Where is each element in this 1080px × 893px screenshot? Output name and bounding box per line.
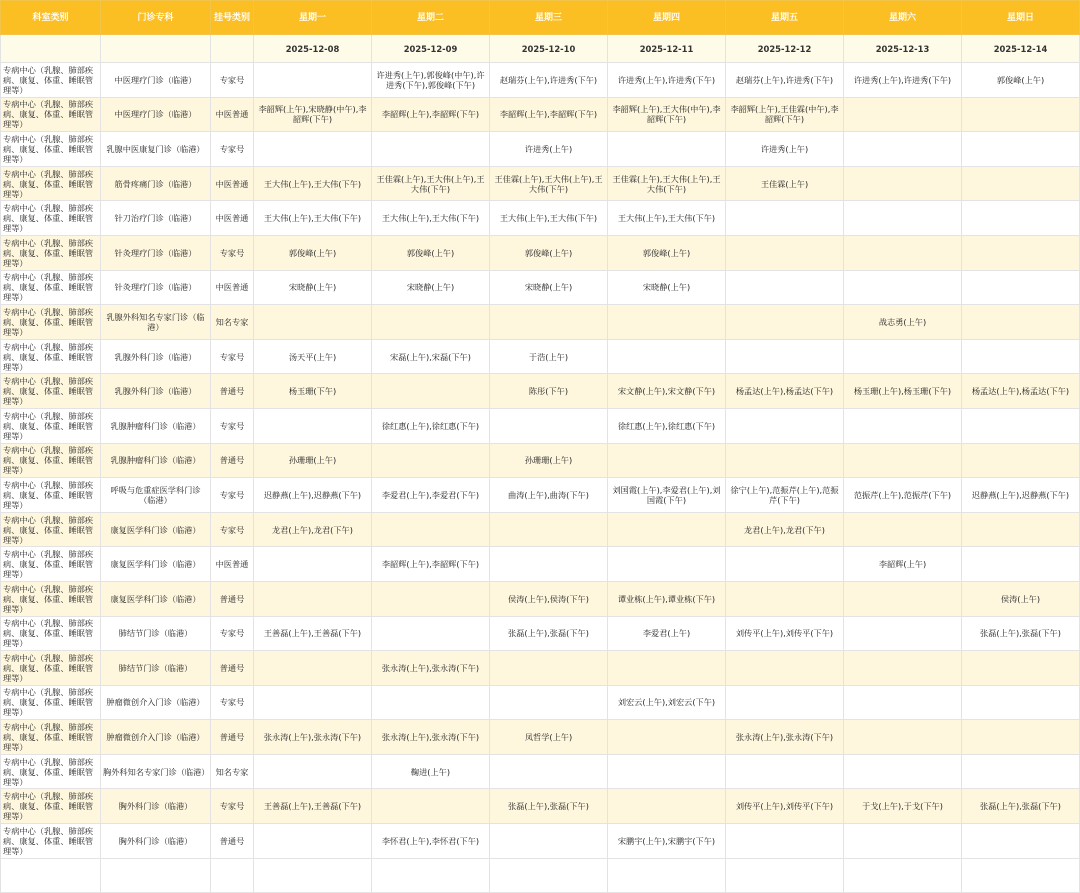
doctor-cell: 迟静燕(上午),迟静燕(下午) [254, 478, 372, 513]
doctor-cell [844, 824, 962, 859]
dept-cell: 专病中心（乳腺、肺部疾病、康复、体重、睡眠管理等） [1, 789, 101, 824]
doctor-cell [844, 512, 962, 547]
table-row [1, 97, 1080, 132]
doctor-cell [254, 63, 372, 98]
dept-cell: 专病中心（乳腺、肺部疾病、康复、体重、睡眠管理等） [1, 685, 101, 720]
reg-type-cell: 专家号 [211, 339, 254, 374]
dept-cell: 专病中心（乳腺、肺部疾病、康复、体重、睡眠管理等） [1, 166, 101, 201]
doctor-cell [844, 685, 962, 720]
clinic-cell: 肿瘤微创介入门诊（临港） [101, 720, 211, 755]
reg-type-cell: 专家号 [211, 789, 254, 824]
clinic-cell: 乳腺外科门诊（临港） [101, 339, 211, 374]
date-header-empty [1, 35, 101, 63]
empty-row [1, 858, 1080, 892]
doctor-cell [608, 547, 726, 582]
doctor-cell [490, 305, 608, 340]
reg-type-cell: 专家号 [211, 685, 254, 720]
doctor-cell [608, 651, 726, 686]
clinic-cell: 肿瘤微创介入门诊（临港） [101, 685, 211, 720]
doctor-cell: 王大伟(上午),王大伟(下午) [372, 201, 490, 236]
doctor-cell: 张磊(上午),张磊(下午) [962, 616, 1080, 651]
doctor-cell [844, 754, 962, 789]
doctor-cell [962, 754, 1080, 789]
date-header: 2025-12-13 [844, 35, 962, 63]
empty-cell [372, 858, 490, 892]
column-header: 星期五 [726, 1, 844, 35]
doctor-cell: 张磊(上午),张磊(下午) [490, 616, 608, 651]
column-header: 星期三 [490, 1, 608, 35]
doctor-cell [962, 235, 1080, 270]
doctor-cell [962, 97, 1080, 132]
doctor-cell [962, 305, 1080, 340]
doctor-cell [254, 305, 372, 340]
doctor-cell: 刘国霞(上午),李爱君(上午),刘国霞(下午) [608, 478, 726, 513]
dept-cell: 专病中心（乳腺、肺部疾病、康复、体重、睡眠管理等） [1, 97, 101, 132]
doctor-cell [726, 339, 844, 374]
doctor-cell [254, 754, 372, 789]
reg-type-cell: 专家号 [211, 512, 254, 547]
reg-type-cell: 中医普通 [211, 166, 254, 201]
empty-cell [726, 858, 844, 892]
doctor-cell [254, 685, 372, 720]
doctor-cell [726, 270, 844, 305]
doctor-cell: 王大伟(上午),王大伟(下午) [608, 201, 726, 236]
doctor-cell [608, 720, 726, 755]
doctor-cell: 张永涛(上午),张永涛(下午) [372, 651, 490, 686]
clinic-cell: 筋骨疼痛门诊（临港） [101, 166, 211, 201]
doctor-cell [254, 547, 372, 582]
doctor-cell: 宋晓静(上午) [372, 270, 490, 305]
clinic-cell: 胸外科门诊（临港） [101, 789, 211, 824]
empty-cell [211, 858, 254, 892]
doctor-cell: 王大伟(上午),王大伟(下午) [254, 166, 372, 201]
table-row [1, 651, 1080, 686]
table-row [1, 824, 1080, 859]
dept-cell: 专病中心（乳腺、肺部疾病、康复、体重、睡眠管理等） [1, 305, 101, 340]
clinic-cell: 针刀治疗门诊（临港） [101, 201, 211, 236]
doctor-cell [726, 547, 844, 582]
doctor-cell: 刘宏云(上午),刘宏云(下午) [608, 685, 726, 720]
doctor-cell: 汤天平(上午) [254, 339, 372, 374]
doctor-cell [726, 443, 844, 478]
reg-type-cell: 普通号 [211, 824, 254, 859]
doctor-cell: 李爱君(上午) [608, 616, 726, 651]
doctor-cell [726, 754, 844, 789]
doctor-cell: 郭俊峰(上午) [254, 235, 372, 270]
clinic-cell: 康复医学科门诊（临港） [101, 512, 211, 547]
doctor-cell: 李韶辉(上午),宋晓静(中午),李韶辉(下午) [254, 97, 372, 132]
doctor-cell: 王佳霖(上午) [726, 166, 844, 201]
reg-type-cell: 知名专家 [211, 754, 254, 789]
dept-cell: 专病中心（乳腺、肺部疾病、康复、体重、睡眠管理等） [1, 374, 101, 409]
date-header-empty [101, 35, 211, 63]
reg-type-cell: 普通号 [211, 581, 254, 616]
doctor-cell: 王佳霖(上午),王大伟(上午),王大伟(下午) [608, 166, 726, 201]
reg-type-cell: 普通号 [211, 651, 254, 686]
doctor-cell [962, 339, 1080, 374]
doctor-cell [844, 581, 962, 616]
empty-cell [490, 858, 608, 892]
doctor-cell [726, 685, 844, 720]
doctor-cell [726, 824, 844, 859]
doctor-cell: 李韶辉(上午),李韶辉(下午) [490, 97, 608, 132]
date-header: 2025-12-14 [962, 35, 1080, 63]
dept-cell: 专病中心（乳腺、肺部疾病、康复、体重、睡眠管理等） [1, 512, 101, 547]
table-row [1, 132, 1080, 167]
date-header-empty [211, 35, 254, 63]
doctor-cell [608, 132, 726, 167]
table-row [1, 166, 1080, 201]
doctor-cell: 赵瑞芬(上午),许进秀(下午) [490, 63, 608, 98]
column-header: 挂号类别 [211, 1, 254, 35]
doctor-cell: 刘传平(上午),刘传平(下午) [726, 616, 844, 651]
doctor-cell: 王善磊(上午),王善磊(下午) [254, 616, 372, 651]
header-row [1, 1, 1080, 35]
doctor-cell [490, 512, 608, 547]
clinic-cell: 胸外科知名专家门诊（临港） [101, 754, 211, 789]
doctor-cell [962, 408, 1080, 443]
clinic-cell: 乳腺肿瘤科门诊（临港） [101, 443, 211, 478]
reg-type-cell: 普通号 [211, 443, 254, 478]
dept-cell: 专病中心（乳腺、肺部疾病、康复、体重、睡眠管理等） [1, 547, 101, 582]
reg-type-cell: 中医普通 [211, 97, 254, 132]
column-header: 星期四 [608, 1, 726, 35]
dept-cell: 专病中心（乳腺、肺部疾病、康复、体重、睡眠管理等） [1, 132, 101, 167]
doctor-cell [608, 512, 726, 547]
clinic-cell: 康复医学科门诊（临港） [101, 547, 211, 582]
column-header: 科室类别 [1, 1, 101, 35]
doctor-cell: 龙君(上午),龙君(下午) [726, 512, 844, 547]
doctor-cell [844, 97, 962, 132]
empty-cell [101, 858, 211, 892]
dept-cell: 专病中心（乳腺、肺部疾病、康复、体重、睡眠管理等） [1, 408, 101, 443]
reg-type-cell: 普通号 [211, 374, 254, 409]
dept-cell: 专病中心（乳腺、肺部疾病、康复、体重、睡眠管理等） [1, 201, 101, 236]
doctor-cell: 宋晓静(上午) [490, 270, 608, 305]
clinic-cell: 康复医学科门诊（临港） [101, 581, 211, 616]
table-row [1, 443, 1080, 478]
doctor-cell: 郭俊峰(上午) [490, 235, 608, 270]
doctor-cell [844, 720, 962, 755]
doctor-cell [608, 305, 726, 340]
doctor-cell: 陈彤(下午) [490, 374, 608, 409]
date-header: 2025-12-08 [254, 35, 372, 63]
table-row [1, 512, 1080, 547]
column-header: 星期二 [372, 1, 490, 35]
doctor-cell [726, 201, 844, 236]
doctor-cell [962, 685, 1080, 720]
empty-cell [254, 858, 372, 892]
doctor-cell [962, 166, 1080, 201]
doctor-cell [844, 339, 962, 374]
doctor-cell: 许进秀(上午) [726, 132, 844, 167]
doctor-cell [962, 270, 1080, 305]
doctor-cell: 王佳霖(上午),王大伟(上午),王大伟(下午) [490, 166, 608, 201]
reg-type-cell: 专家号 [211, 616, 254, 651]
doctor-cell [844, 166, 962, 201]
doctor-cell: 侯涛(上午),侯涛(下午) [490, 581, 608, 616]
doctor-cell [726, 305, 844, 340]
doctor-cell [844, 132, 962, 167]
doctor-cell [490, 651, 608, 686]
doctor-cell: 刘传平(上午),刘传平(下午) [726, 789, 844, 824]
table-row [1, 754, 1080, 789]
doctor-cell: 宋文静(上午),宋文静(下午) [608, 374, 726, 409]
clinic-cell: 呼吸与危重症医学科门诊（临港） [101, 478, 211, 513]
doctor-cell: 曲涛(上午),曲涛(下午) [490, 478, 608, 513]
doctor-cell [962, 720, 1080, 755]
doctor-cell: 宋晓静(上午) [254, 270, 372, 305]
table-row [1, 408, 1080, 443]
doctor-cell: 徐红惠(上午),徐红惠(下午) [608, 408, 726, 443]
table-row [1, 581, 1080, 616]
doctor-cell [490, 547, 608, 582]
doctor-cell: 郭俊峰(上午) [372, 235, 490, 270]
date-header: 2025-12-09 [372, 35, 490, 63]
doctor-cell: 鞠进(上午) [372, 754, 490, 789]
doctor-cell: 范振芹(上午),范振芹(下午) [844, 478, 962, 513]
doctor-cell [962, 201, 1080, 236]
doctor-cell: 侯涛(上午) [962, 581, 1080, 616]
doctor-cell [372, 305, 490, 340]
table-row [1, 374, 1080, 409]
column-header: 星期六 [844, 1, 962, 35]
empty-cell [962, 858, 1080, 892]
date-row [1, 35, 1080, 63]
doctor-cell: 杨玉珊(下午) [254, 374, 372, 409]
table-row [1, 685, 1080, 720]
doctor-cell [490, 824, 608, 859]
doctor-cell: 王大伟(上午),王大伟(下午) [490, 201, 608, 236]
doctor-cell [962, 132, 1080, 167]
table-row [1, 547, 1080, 582]
doctor-cell [372, 443, 490, 478]
doctor-cell: 凤哲学(上午) [490, 720, 608, 755]
doctor-cell [254, 824, 372, 859]
doctor-cell [844, 235, 962, 270]
empty-cell [1, 858, 101, 892]
reg-type-cell: 专家号 [211, 408, 254, 443]
dept-cell: 专病中心（乳腺、肺部疾病、康复、体重、睡眠管理等） [1, 824, 101, 859]
table-row [1, 616, 1080, 651]
doctor-cell: 张永涛(上午),张永涛(下午) [372, 720, 490, 755]
date-header: 2025-12-12 [726, 35, 844, 63]
clinic-cell: 中医理疗门诊（临港） [101, 97, 211, 132]
clinic-cell: 乳腺外科知名专家门诊（临港） [101, 305, 211, 340]
doctor-cell: 王大伟(上午),王大伟(下午) [254, 201, 372, 236]
doctor-cell: 孙珊珊(上午) [254, 443, 372, 478]
doctor-cell [372, 685, 490, 720]
clinic-cell: 乳腺肿瘤科门诊（临港） [101, 408, 211, 443]
doctor-cell: 王佳霖(上午),王大伟(上午),王大伟(下午) [372, 166, 490, 201]
doctor-cell: 许进秀(上午),许进秀(下午) [844, 63, 962, 98]
dept-cell: 专病中心（乳腺、肺部疾病、康复、体重、睡眠管理等） [1, 339, 101, 374]
reg-type-cell: 中医普通 [211, 201, 254, 236]
doctor-cell: 许进秀(上午) [490, 132, 608, 167]
doctor-cell: 战志勇(上午) [844, 305, 962, 340]
clinic-cell: 针灸理疗门诊（临港） [101, 235, 211, 270]
doctor-cell [490, 408, 608, 443]
table-row [1, 201, 1080, 236]
dept-cell: 专病中心（乳腺、肺部疾病、康复、体重、睡眠管理等） [1, 478, 101, 513]
doctor-cell: 谭业栋(上午),谭业栋(下午) [608, 581, 726, 616]
doctor-cell: 宋晓静(上午) [608, 270, 726, 305]
reg-type-cell: 专家号 [211, 63, 254, 98]
doctor-cell [254, 132, 372, 167]
dept-cell: 专病中心（乳腺、肺部疾病、康复、体重、睡眠管理等） [1, 270, 101, 305]
doctor-cell [844, 651, 962, 686]
doctor-cell: 宋鹏宇(上午),宋鹏宇(下午) [608, 824, 726, 859]
table-row [1, 63, 1080, 98]
doctor-cell [844, 443, 962, 478]
table-row [1, 305, 1080, 340]
doctor-cell [844, 616, 962, 651]
doctor-cell [608, 339, 726, 374]
dept-cell: 专病中心（乳腺、肺部疾病、康复、体重、睡眠管理等） [1, 720, 101, 755]
reg-type-cell: 中医普通 [211, 547, 254, 582]
clinic-cell: 肺结节门诊（临港） [101, 651, 211, 686]
dept-cell: 专病中心（乳腺、肺部疾病、康复、体重、睡眠管理等） [1, 63, 101, 98]
doctor-cell [962, 651, 1080, 686]
date-header: 2025-12-11 [608, 35, 726, 63]
doctor-cell [372, 132, 490, 167]
doctor-cell: 郭俊峰(上午) [962, 63, 1080, 98]
clinic-cell: 肺结节门诊（临港） [101, 616, 211, 651]
clinic-cell: 乳腺中医康复门诊（临港） [101, 132, 211, 167]
column-header: 门诊专科 [101, 1, 211, 35]
reg-type-cell: 中医普通 [211, 270, 254, 305]
doctor-cell: 李韶辉(上午),李韶辉(下午) [372, 97, 490, 132]
doctor-cell [372, 374, 490, 409]
doctor-cell: 张永涛(上午),张永涛(下午) [726, 720, 844, 755]
doctor-cell [608, 443, 726, 478]
reg-type-cell: 专家号 [211, 235, 254, 270]
doctor-cell: 张磊(上午),张磊(下午) [490, 789, 608, 824]
table-row [1, 720, 1080, 755]
table-row [1, 339, 1080, 374]
table-row [1, 478, 1080, 513]
empty-cell [844, 858, 962, 892]
reg-type-cell: 普通号 [211, 720, 254, 755]
empty-cell [608, 858, 726, 892]
doctor-cell: 徐红惠(上午),徐红惠(下午) [372, 408, 490, 443]
doctor-cell: 徐宁(上午),范振芹(上午),范振芹(下午) [726, 478, 844, 513]
doctor-cell [254, 581, 372, 616]
doctor-cell: 李韶辉(上午),王大伟(中午),李韶辉(下午) [608, 97, 726, 132]
doctor-cell [962, 512, 1080, 547]
clinic-cell: 胸外科门诊（临港） [101, 824, 211, 859]
doctor-cell: 龙君(上午),龙君(下午) [254, 512, 372, 547]
doctor-cell [372, 581, 490, 616]
doctor-cell: 宋磊(上午),宋磊(下午) [372, 339, 490, 374]
doctor-cell [962, 824, 1080, 859]
doctor-cell [726, 235, 844, 270]
table-row [1, 789, 1080, 824]
doctor-cell: 于戈(上午),于戈(下午) [844, 789, 962, 824]
table-row [1, 235, 1080, 270]
clinic-cell: 中医理疗门诊（临港） [101, 63, 211, 98]
dept-cell: 专病中心（乳腺、肺部疾病、康复、体重、睡眠管理等） [1, 754, 101, 789]
doctor-cell: 李爱君(上午),李爱君(下午) [372, 478, 490, 513]
doctor-cell [490, 754, 608, 789]
doctor-cell: 张磊(上午),张磊(下午) [962, 789, 1080, 824]
doctor-cell: 许进秀(上午),许进秀(下午) [608, 63, 726, 98]
clinic-cell: 针灸理疗门诊（临港） [101, 270, 211, 305]
doctor-cell [254, 651, 372, 686]
column-header: 星期一 [254, 1, 372, 35]
reg-type-cell: 知名专家 [211, 305, 254, 340]
doctor-cell [372, 789, 490, 824]
doctor-cell: 李韶辉(上午) [844, 547, 962, 582]
doctor-cell: 迟静燕(上午),迟静燕(下午) [962, 478, 1080, 513]
doctor-cell: 李韶辉(上午),李韶辉(下午) [372, 547, 490, 582]
doctor-cell: 杨孟达(上午),杨孟达(下午) [726, 374, 844, 409]
table-row [1, 270, 1080, 305]
doctor-cell [726, 581, 844, 616]
doctor-cell [962, 443, 1080, 478]
doctor-cell: 孙珊珊(上午) [490, 443, 608, 478]
dept-cell: 专病中心（乳腺、肺部疾病、康复、体重、睡眠管理等） [1, 651, 101, 686]
doctor-cell: 许进秀(上午),郭俊峰(中午),许进秀(下午),郭俊峰(下午) [372, 63, 490, 98]
doctor-cell: 张永涛(上午),张永涛(下午) [254, 720, 372, 755]
dept-cell: 专病中心（乳腺、肺部疾病、康复、体重、睡眠管理等） [1, 616, 101, 651]
doctor-cell [726, 651, 844, 686]
doctor-cell: 杨玉珊(上午),杨玉珊(下午) [844, 374, 962, 409]
doctor-cell: 赵瑞芬(上午),许进秀(下午) [726, 63, 844, 98]
doctor-cell: 王善磊(上午),王善磊(下午) [254, 789, 372, 824]
doctor-cell [254, 408, 372, 443]
doctor-cell: 郭俊峰(上午) [608, 235, 726, 270]
dept-cell: 专病中心（乳腺、肺部疾病、康复、体重、睡眠管理等） [1, 443, 101, 478]
doctor-cell [372, 512, 490, 547]
doctor-cell [844, 408, 962, 443]
doctor-cell [490, 685, 608, 720]
doctor-cell: 李韶辉(上午),王佳霖(中午),李韶辉(下午) [726, 97, 844, 132]
date-header: 2025-12-10 [490, 35, 608, 63]
doctor-cell [372, 616, 490, 651]
reg-type-cell: 专家号 [211, 478, 254, 513]
doctor-cell: 杨孟达(上午),杨孟达(下午) [962, 374, 1080, 409]
clinic-cell: 乳腺外科门诊（临港） [101, 374, 211, 409]
reg-type-cell: 专家号 [211, 132, 254, 167]
doctor-cell: 于浩(上午) [490, 339, 608, 374]
doctor-cell [608, 789, 726, 824]
doctor-cell: 李怀君(上午),李怀君(下午) [372, 824, 490, 859]
doctor-cell [726, 408, 844, 443]
doctor-cell [844, 201, 962, 236]
dept-cell: 专病中心（乳腺、肺部疾病、康复、体重、睡眠管理等） [1, 235, 101, 270]
column-header: 星期日 [962, 1, 1080, 35]
doctor-cell [844, 270, 962, 305]
doctor-cell [962, 547, 1080, 582]
dept-cell: 专病中心（乳腺、肺部疾病、康复、体重、睡眠管理等） [1, 581, 101, 616]
doctor-cell [608, 754, 726, 789]
